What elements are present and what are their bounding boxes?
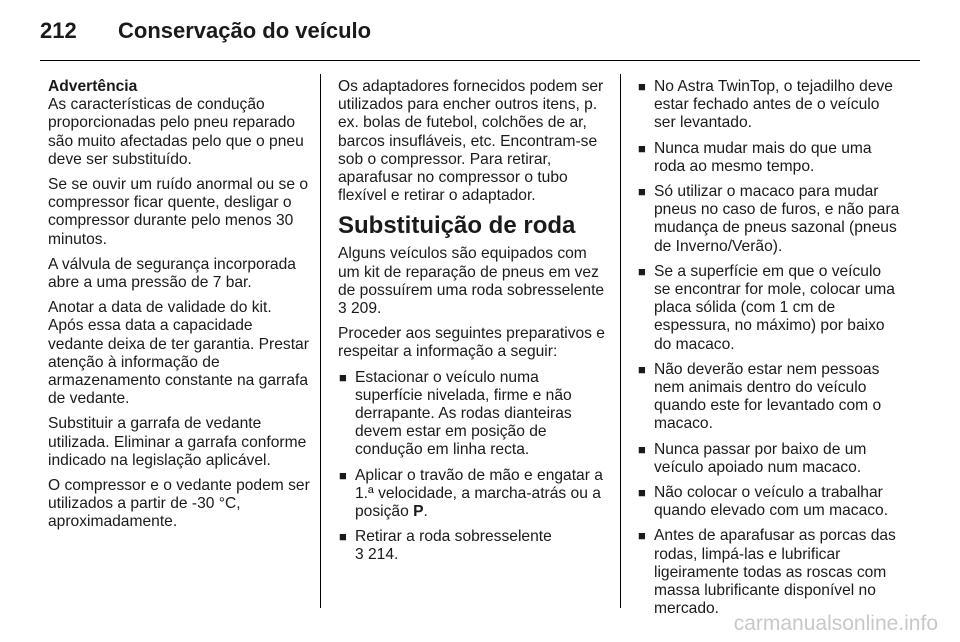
list-item: ■ Não colocar o veículo a trabalhar quando elevado com um macaco. (638, 484, 889, 520)
list-item: ■ Estacionar o veículo numa superfície nivelada, firme e não derrapante. As rodas dianteiras devem estar em posição de condução em linha recta. (339, 368, 572, 459)
list-item: ■ Aplicar o travão de mão e engatar a 1.ª velocidade, a marcha-atrás ou a posição P. (339, 466, 603, 521)
paragraph: Substituir a garrafa de vedante utilizada. Eliminar a garrafa conforme indicado na legislação aplicável. (48, 415, 307, 469)
bullet-icon: ■ (638, 140, 646, 156)
preparation-list (338, 369, 606, 565)
list-item: ■ Não deverão estar nem pessoas nem animais dentro do veículo quando este for levantado com o macaco. (638, 360, 882, 433)
page-reference-link[interactable]: 3 214. (355, 546, 399, 564)
paragraph: As características de condução proporcionadas pelo pneu reparado são muito afectadas pelo que o pneu deve ser substituído. (48, 96, 304, 168)
chapter-title: Conservação do veículo (118, 18, 372, 43)
list-item: ■ Retirar a roda sobresselente 3 214. (339, 528, 552, 564)
list-item: ■ Antes de aparafusar as porcas das rodas, limpá-las e lubrificar ligeiramente todas as roscas com massa lubrificante disponível no mercado. (638, 527, 896, 618)
bullet-icon: ■ (638, 528, 646, 544)
list-item: ■ Só utilizar o macaco para mudar pneus no caso de furos, e não para mudança de pneus sazonal (pneus de Inverno/Verão). (638, 183, 900, 255)
column-divider-1 (320, 74, 321, 608)
warning-title: Advertência (48, 78, 138, 95)
page-header (40, 14, 920, 54)
paragraph: A válvula de segurança incorporada abre a uma pressão de 7 bar. (48, 255, 296, 292)
bullet-icon: ■ (638, 184, 646, 200)
paragraph: Se se ouvir um ruído anormal ou se o compressor ficar quente, desligar o compressor durante pelo menos 30 minutos. (48, 176, 309, 248)
bullet-icon: ■ (638, 79, 646, 94)
bullet-icon: ■ (339, 467, 347, 483)
bullet-icon: ■ (339, 529, 347, 545)
list-item: ■ Se a superfície em que o veículo se encontrar for mole, colocar uma placa sólida (com 1 cm de espessura, no máximo) por baixo do macaco. (638, 262, 895, 353)
page-number: 212 (40, 18, 77, 43)
gear-position-label: P (413, 503, 424, 521)
column-3 (637, 78, 901, 625)
column-2 (338, 78, 606, 572)
wheel-change-list (637, 78, 901, 618)
page-reference-link[interactable]: 3 209. (338, 300, 382, 318)
paragraph: Anotar a data de validade do kit. Após essa data a capacidade vedante deixa de ter garantia. Prestar atenção à informação de armazenamento constante na garrafa de vedante. (48, 299, 309, 408)
list-item: ■ Nunca mudar mais do que uma roda ao mesmo tempo. (638, 139, 872, 175)
list-item: ■ No Astra TwinTop, o tejadilho deve estar fechado antes de o veículo ser levantado. (638, 78, 893, 132)
column-divider-2 (620, 74, 621, 608)
bullet-icon: ■ (638, 361, 646, 377)
column-1 (48, 78, 310, 539)
bullet-icon: ■ (638, 441, 646, 457)
paragraph (338, 245, 606, 318)
list-item: ■ Nunca passar por baixo de um veículo apoiado num macaco. (638, 440, 867, 476)
header-rule (40, 60, 920, 61)
paragraph-text: Alguns veículos são equipados com um kit de reparação de pneus em vez de possuírem uma roda sobresselente (338, 245, 605, 299)
watermark: carmanualsonline.info (733, 612, 938, 635)
bullet-icon: ■ (339, 369, 347, 385)
paragraph: Proceder aos seguintes preparativos e respeitar a informação a seguir: (338, 325, 605, 361)
section-heading: Substituição de roda (338, 212, 576, 240)
bullet-icon: ■ (638, 263, 646, 279)
bullet-icon: ■ (638, 485, 646, 501)
adapters-paragraph: Os adaptadores fornecidos podem ser utilizados para encher outros itens, p. ex. bolas de futebol, colchões de ar, barcos insufláveis, etc. Encontram-se sob o compressor. Para retirar, aparafusar no compressor o tubo flexível e retirar o adaptador. (338, 78, 604, 205)
paragraph: O compressor e o vedante podem ser utilizados a partir de -30 °C, aproximadamente. (48, 477, 310, 531)
